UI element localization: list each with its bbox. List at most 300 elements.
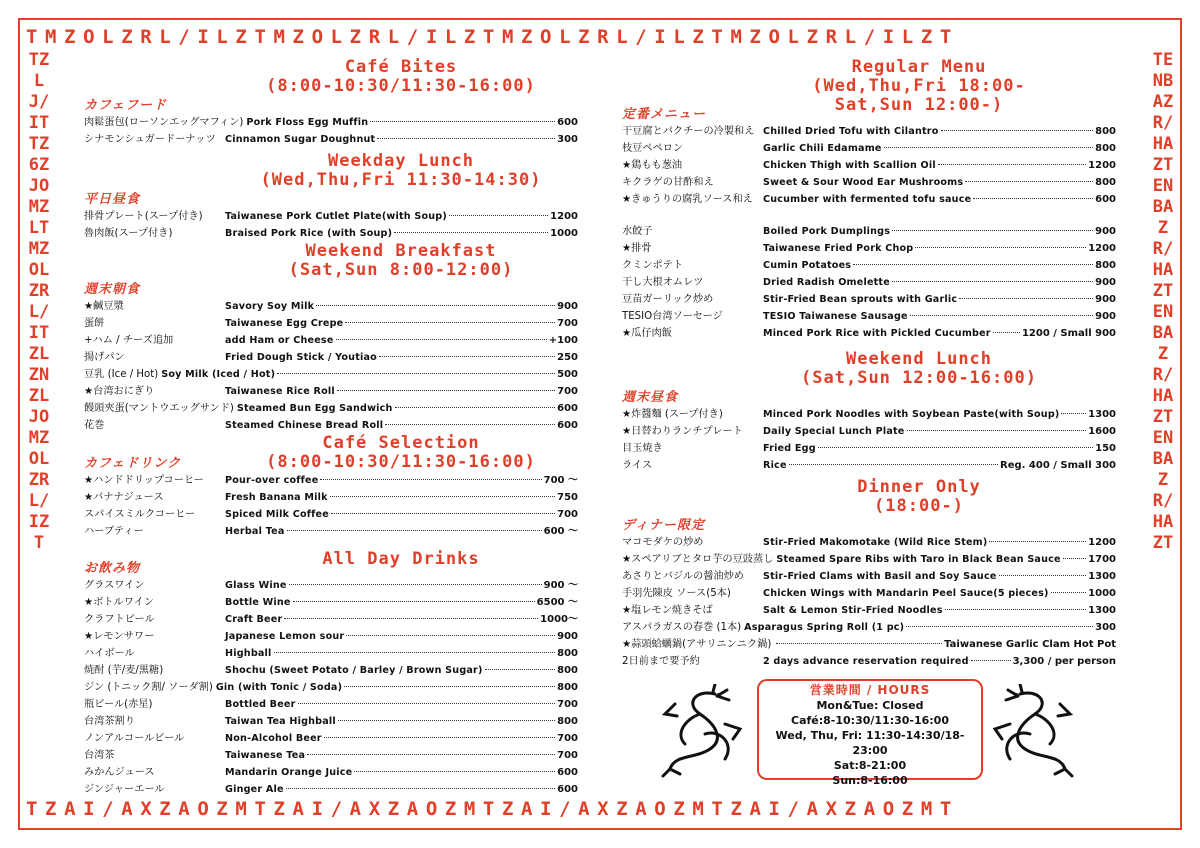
item-price: 600 [557,420,578,431]
item-price: 600 [557,767,578,778]
regular-menu-category: 定番メニュー [622,107,707,122]
menu-item [622,174,1116,191]
item-name-en: Fresh Banana Milk [225,492,328,503]
dot-leader [959,298,1093,299]
menu-item [84,713,578,730]
menu-item [622,223,1116,240]
item-name-jp: ノンアルコールビール [84,733,185,744]
weekday-lunch-subtitle: (Wed,Thu,Fri 11:30-14:30) [260,170,542,190]
item-name-en: 2 days advance reservation required [763,656,969,667]
hours-line: Sat:8-21:00 [833,759,907,772]
dot-leader [307,754,555,755]
border-pattern-top: TMZOLZRL/ILZTMZOLZRL/ILZTMZOLZRL/ILZTMZOLZRL/ILZT [26,26,959,48]
item-price: 1200 [1088,243,1116,254]
item-name-en: Taiwanese Fried Pork Chop [763,243,914,254]
cafe-selection-list [84,472,578,540]
item-price: 700 [557,699,578,710]
dot-leader [938,164,1086,165]
item-name-en: Bottled Beer [225,699,296,710]
item-price: 1000〜 [540,614,578,625]
weekend-breakfast-title: Weekend Breakfast [305,241,497,261]
item-price: 900 [1095,294,1116,305]
dot-leader [892,281,1093,282]
dot-leader [971,660,1011,661]
item-name-en: Garlic Chili Edamame [763,143,882,154]
item-price: 250 [557,352,578,363]
dot-leader [818,447,1093,448]
menu-item [84,472,578,489]
item-price: 800 [557,648,578,659]
item-name-jp: 目玉焼き [622,443,663,454]
item-price: Taiwanese Garlic Clam Hot Pot [944,639,1116,650]
item-name-en: Minced Pork Noodles with Soybean Paste(with Soup) [763,409,1060,420]
item-price: 1300 [1088,571,1116,582]
item-name-en: Stir-Fried Bean sprouts with Garlic [763,294,958,305]
item-name-en: Steamed Bun Egg Sandwich [236,403,393,414]
item-name-jp: 台湾茶 [84,750,115,761]
item-name-en: Dried Radish Omelette [763,277,890,288]
menu-item [622,653,1116,670]
hours-line: Mon&Tue: Closed [816,699,924,712]
dot-leader [286,788,555,789]
weekend-lunch-subtitle: (Sat,Sun 12:00-16:00) [801,368,1037,388]
item-price: 700 〜 [543,475,578,486]
left-column [84,58,578,798]
item-price: 1200 [550,211,578,222]
item-name-jp: ★塩レモン焼きそば [622,605,713,616]
item-name-en: Japanese Lemon sour [225,631,345,642]
item-name-jp: 饅頭夾蛋(マントウエッグサンド) [84,403,234,414]
item-price: 900 [557,301,578,312]
item-price: 900 〜 [543,580,578,591]
item-name-jp: みかんジュース [84,767,155,778]
item-name-en: Highball [225,648,272,659]
dot-leader [377,138,555,139]
regular-menu-subtitle-2: Sat,Sun 12:00-) [834,95,1004,115]
item-price: 1200 [1088,537,1116,548]
dot-leader [330,496,555,497]
hours-line: Wed, Thu, Fri: 11:30-14:30/18-23:00 [775,729,965,757]
item-name-jp: ★台湾おにぎり [84,386,155,397]
menu-item [84,611,578,628]
item-name-en: Soy Milk (Iced / Hot) [161,369,276,380]
dot-leader [884,147,1093,148]
dot-leader [346,635,555,636]
menu-item [84,208,578,225]
hours-line: Sun:8-16:00 [832,774,908,787]
item-name-jp: TESIO台湾ソーセージ [622,311,723,322]
item-price: 750 [557,492,578,503]
menu-item [84,747,578,764]
menu-item [84,349,578,366]
item-name-jp: ★バナナジュース [84,492,164,503]
item-price: 800 [557,665,578,676]
menu-item [622,568,1116,585]
item-name-jp: キクラゲの甘酢和え [622,177,714,188]
dot-leader [915,247,1086,248]
item-price: 700 [557,386,578,397]
menu-item [84,114,578,131]
menu-item [622,308,1116,325]
item-name-en: Salt & Lemon Stir-Fried Noodles [763,605,943,616]
item-price: 500 [557,369,578,380]
item-name-jp: グラスワイン [84,580,145,591]
menu-item [84,315,578,332]
dot-leader [965,181,1093,182]
dot-leader [449,215,548,216]
item-name-en: TESIO Taiwanese Sausage [763,311,908,322]
item-price: 1200 / Small 900 [1021,328,1116,339]
dot-leader [910,315,1093,316]
item-price: 1300 [1088,605,1116,616]
item-name-jp: ライス [622,460,653,471]
weekday-lunch-title: Weekday Lunch [327,151,475,171]
item-name-en: Taiwanese Tea [225,750,306,761]
item-name-jp: 水餃子 [622,226,653,237]
menu-item [84,506,578,523]
dot-leader [789,464,998,465]
item-price: 900 [1095,277,1116,288]
hours-line: Café:8-10:30/11:30-16:00 [791,714,949,727]
item-name-en: Braised Pork Rice (with Soup) [225,228,393,239]
item-name-jp: ★炸醬麵 (スープ付き) [622,409,723,420]
dinner-only-list [622,534,1116,670]
dot-leader [1063,558,1086,559]
dot-leader [370,121,555,122]
item-name-en: Pork Floss Egg Muffin [246,117,369,128]
cafe-bites-subtitle: (8:00-10:30/11:30-16:00) [266,76,536,96]
menu-item [622,325,1116,342]
item-name-en: Ginger Ale [225,784,284,795]
item-name-en: Cumin Potatoes [763,260,852,271]
menu-item [84,645,578,662]
item-name-jp: ★ボトルワイン [84,597,154,608]
dot-leader [337,390,555,391]
item-name-jp: 干し大根オムレツ [622,277,704,288]
item-price: +100 [548,335,578,346]
item-name-en: Rice [763,460,787,471]
item-price: 1600 [1088,426,1116,437]
item-name-jp: クミンポテト [622,260,684,271]
item-name-en: Glass Wine [225,580,287,591]
item-name-en: Chicken Thigh with Scallion Oil [763,160,936,171]
hours-box [757,679,983,787]
menu-item [622,534,1116,551]
item-name-en: Bottle Wine [225,597,291,608]
dot-leader [354,771,555,772]
item-name-jp: ★排骨 [622,243,652,254]
item-name-jp: 花巻 [84,420,105,431]
item-name-jp: 豆苗ガーリック炒め [622,294,714,305]
item-price: 3,300 / per person [1012,656,1116,667]
item-name-en: Sweet & Sour Wood Ear Mushrooms [763,177,964,188]
menu-item [84,332,578,349]
item-name-jp: スパイスミルクコーヒー [84,509,196,520]
item-name-jp: クラフトビール [84,614,155,625]
dot-leader [274,652,556,653]
item-price: 600 [1095,194,1116,205]
item-price: Reg. 400 / Small 300 [1000,460,1116,471]
menu-item [622,291,1116,308]
menu-item [84,730,578,747]
item-name-jp: ★瓜仔肉飯 [622,328,672,339]
dot-leader [853,264,1093,265]
item-name-jp: 焼酎 (芋/麦/黒糖) [84,665,164,676]
menu-item [84,696,578,713]
item-name-en: Fried Egg [763,443,816,454]
item-name-jp: ★蒜頭蛤蠣鍋(アサリニンニク鍋) [622,639,772,650]
menu-item [622,636,1116,653]
menu-item [84,594,578,611]
dot-leader [907,430,1087,431]
item-price: 800 [1095,177,1116,188]
menu-item [84,764,578,781]
item-name-en: Steamed Spare Ribs with Taro in Black Bean Sauce [776,554,1061,565]
item-name-en: Pour-over coffee [225,475,319,486]
item-name-jp: 肉鬆蛋包(ローソンエッグマフィン) [84,117,244,128]
item-name-en: Fried Dough Stick / Youtiao [225,352,377,363]
item-name-jp: 瓶ビール(赤星) [84,699,153,710]
item-name-jp: ★レモンサワー [84,631,155,642]
menu-item [84,662,578,679]
dot-leader [320,479,541,480]
cafe-selection-subtitle: (8:00-10:30/11:30-16:00) [266,452,536,472]
item-name-en: add Ham or Cheese [225,335,334,346]
dot-leader [394,232,548,233]
dot-leader [298,703,556,704]
item-price: 700 [557,733,578,744]
item-price: 900 [1095,226,1116,237]
right-column [622,58,1116,670]
item-price: 800 [557,682,578,693]
item-price: 1700 [1088,554,1116,565]
dot-leader [945,609,1087,610]
item-price: 900 [557,631,578,642]
dot-leader [485,669,556,670]
dot-leader [776,643,942,644]
menu-item [622,602,1116,619]
item-name-en: Chicken Wings with Mandarin Peel Sauce(5 pieces) [763,588,1049,599]
weekend-lunch-category: 週末昼食 [622,390,679,405]
item-name-en: Craft Beer [225,614,283,625]
dragon-icon [655,684,747,780]
dot-leader [293,601,535,602]
item-name-en: Chilled Dried Tofu with Cilantro [763,126,939,137]
item-price: 800 [1095,126,1116,137]
menu-item [84,131,578,148]
item-name-jp: あさりとバジルの醤油炒め [622,571,744,582]
item-name-jp: ★ハンドドリップコーヒー [84,475,204,486]
menu-item [622,457,1116,474]
cafe-selection-title: Café Selection [322,433,480,453]
item-name-jp: 干豆腐とパクチーの冷製和え [622,126,755,137]
menu-item [622,240,1116,257]
item-name-en: Cinnamon Sugar Doughnut [225,134,376,145]
menu-item [622,157,1116,174]
cafe-bites-title: Café Bites [344,57,458,77]
menu-item [84,225,578,242]
hours-title: 営業時間 / HOURS [809,683,931,697]
dot-leader [993,332,1020,333]
weekday-lunch-list [84,208,578,242]
dot-leader [289,584,542,585]
dot-leader [385,424,555,425]
dinner-only-subtitle: (18:00-) [874,496,964,516]
item-price: 1300 [1088,409,1116,420]
item-name-en: Minced Pork Rice with Pickled Cucumber [763,328,991,339]
dot-leader [941,130,1094,131]
item-price: 1000 [550,228,578,239]
item-name-jp: 手羽先陳皮 ソース(5本) [622,588,731,599]
cafe-bites-list [84,114,578,148]
dot-leader [989,541,1086,542]
dot-leader [344,686,555,687]
item-name-jp: 揚げパン [84,352,125,363]
item-name-en: Savory Soy Milk [225,301,315,312]
item-price: 1200 [1088,160,1116,171]
border-pattern-bottom: TZAI/AXZAOZMTZAI/AXZAOZMTZAI/AXZAOZMTZAI/AXZAOZMT [26,798,959,820]
item-name-en: Taiwanese Egg Crepe [225,318,344,329]
item-price: 300 [1095,622,1116,633]
menu-item [84,679,578,696]
item-price: 700 [557,509,578,520]
dot-leader [277,373,555,374]
regular-menu-title: Regular Menu [851,57,987,77]
weekend-breakfast-category: 週末朝食 [84,282,141,297]
weekend-breakfast-subtitle: (Sat,Sun 8:00-12:00) [288,260,514,280]
item-name-jp: ★日替わりランチプレート [622,426,743,437]
item-name-en: Mandarin Orange Juice [225,767,353,778]
dot-leader [287,530,542,531]
menu-item [622,551,1116,568]
item-name-en: Asparagus Spring Roll (1 pc) [744,622,905,633]
regular-menu-list-b [622,223,1116,342]
item-name-en: Boiled Pork Dumplings [763,226,891,237]
menu-item [84,366,578,383]
menu-item [84,400,578,417]
menu-item [622,440,1116,457]
menu-item [622,406,1116,423]
menu-item [84,628,578,645]
all-day-drinks-title: All Day Drinks [322,549,480,569]
dot-leader [892,230,1093,231]
item-name-en: Gin (with Tonic / Soda) [215,682,343,693]
item-price: 600 [557,403,578,414]
all-day-drinks-category: お飲み物 [84,561,141,576]
menu-item [622,257,1116,274]
menu-item [84,298,578,315]
item-name-en: Steamed Chinese Bread Roll [225,420,384,431]
item-name-jp: ★きゅうりの腐乳ソース和え [622,194,753,205]
item-name-jp: マコモダケの炒め [622,537,704,548]
dinner-only-title: Dinner Only [857,477,981,497]
menu-item [84,489,578,506]
menu-item [622,140,1116,157]
item-price: 800 [557,716,578,727]
weekend-lunch-list [622,406,1116,474]
item-name-en: Stir-Fried Makomotake (Wild Rice Stem) [763,537,988,548]
menu-item [84,383,578,400]
weekend-breakfast-list [84,298,578,434]
menu-item [622,585,1116,602]
dot-leader [1061,413,1086,414]
item-name-jp: ★鶏もも葱油 [622,160,683,171]
dot-leader [324,737,555,738]
item-name-jp: ★鹹豆漿 [84,301,124,312]
item-name-jp: 2日前まで要予約 [622,656,700,667]
weekend-lunch-title: Weekend Lunch [845,349,993,369]
dot-leader [345,322,555,323]
item-name-jp: アスパラガスの春巻 (1本) [622,622,742,633]
menu-item [622,619,1116,636]
item-name-jp: 豆乳 (Ice / Hot) [84,369,159,380]
weekday-lunch-category: 平日昼食 [84,192,141,207]
dot-leader [379,356,555,357]
item-name-jp: 台湾茶割り [84,716,135,727]
dot-leader [331,513,555,514]
dot-leader [316,305,555,306]
item-name-jp: +ハム / チーズ追加 [84,335,174,346]
item-price: 800 [1095,260,1116,271]
dot-leader [284,618,538,619]
all-day-drinks-list [84,577,578,798]
item-price: 800 [1095,143,1116,154]
item-price: 1000 [1088,588,1116,599]
item-price: 600 [557,784,578,795]
menu-item [84,523,578,540]
item-name-jp: ジン (トニック割/ ソーダ割) [84,682,213,693]
dragon-icon [988,684,1080,780]
cafe-selection-category: カフェドリンク [84,456,182,471]
item-name-jp: ジンジャーエール [84,784,165,795]
menu-item [622,191,1116,208]
item-name-jp: 枝豆ペペロン [622,143,684,154]
regular-menu-subtitle-1: (Wed,Thu,Fri 18:00- [812,76,1026,96]
dot-leader [973,198,1093,199]
item-name-en: Taiwanese Rice Roll [225,386,335,397]
item-name-en: Spiced Milk Coffee [225,509,329,520]
menu-item [622,123,1116,140]
item-name-jp: シナモンシュガードーナッツ [84,134,216,145]
dot-leader [395,407,556,408]
item-name-en: Shochu (Sweet Potato / Barley / Brown Sugar) [225,665,483,676]
item-price: 700 [557,318,578,329]
menu-item [84,417,578,434]
item-price: 700 [557,750,578,761]
item-name-en: Daily Special Lunch Plate [763,426,905,437]
menu-item [84,781,578,798]
item-name-en: Stir-Fried Clams with Basil and Soy Sauce [763,571,997,582]
regular-menu-list-a [622,123,1116,208]
item-name-en: Herbal Tea [225,526,285,537]
border-pattern-right: TENBAZR/HAZTENBAZR/HAZTENBAZR/HAZTENBAZR/HAZT [1152,50,1174,553]
item-name-en: Cucumber with fermented tofu sauce [763,194,972,205]
menu-item [622,274,1116,291]
item-name-en: Taiwan Tea Highball [225,716,336,727]
item-price: 600 〜 [543,526,578,537]
item-name-en: Taiwanese Pork Cutlet Plate(with Soup) [225,211,447,222]
item-price: 600 [557,117,578,128]
border-pattern-left: TZLJ/ITTZ6ZJOMZLTMZOLZRL/ITZLZNZLJOMZOLZRL/IZT [28,50,50,553]
menu-item [622,423,1116,440]
dot-leader [1051,592,1087,593]
dot-leader [999,575,1087,576]
item-name-jp: 蛋餅 [84,318,105,329]
cafe-bites-category: カフェフード [84,98,167,113]
item-name-jp: ハーブティー [84,526,144,537]
dinner-only-category: ディナー限定 [622,518,705,533]
item-price: 900 [1095,311,1116,322]
